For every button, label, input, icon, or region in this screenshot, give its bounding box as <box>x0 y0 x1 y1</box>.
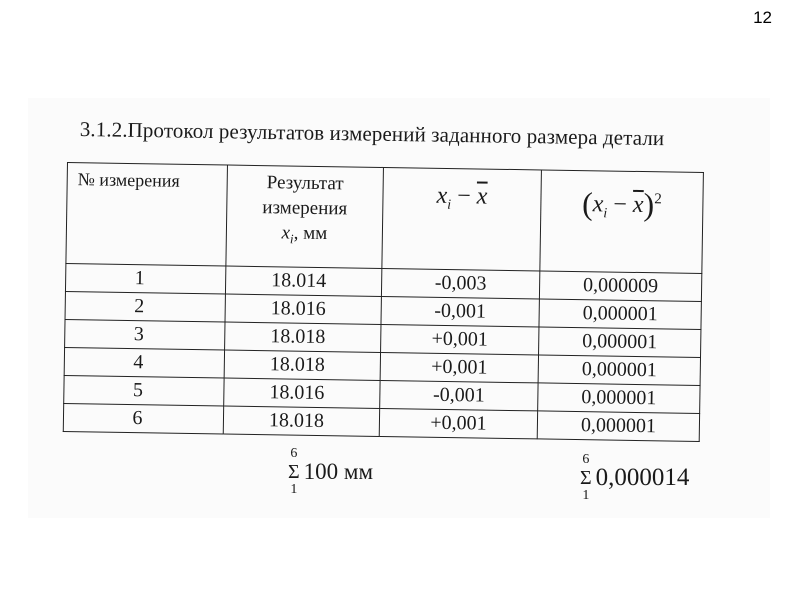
row-squared-deviation: 0,000001 <box>538 383 700 414</box>
sum-lower-limit: 1 <box>290 482 298 497</box>
sum-lower-limit: 1 <box>582 488 590 503</box>
deviation-formula <box>436 182 488 213</box>
header-number-label: № измерения <box>77 169 180 191</box>
row-number: 6 <box>63 403 223 434</box>
measurement-table-container <box>63 162 703 442</box>
left-paren: ( <box>581 185 594 222</box>
sq-mean: $\overline{x}$ <box>632 191 644 219</box>
row-result: 18.018 <box>223 406 379 436</box>
row-result: 18.018 <box>225 322 381 352</box>
page-number: 12 <box>753 8 772 27</box>
measurement-table <box>63 162 704 442</box>
header-result-line2: измерения <box>262 197 348 220</box>
row-deviation: -0,001 <box>381 296 539 326</box>
header-result-line1: Результат <box>266 172 344 195</box>
row-squared-deviation: 0,000001 <box>538 355 700 386</box>
dev-mean: $\overline{x}$ <box>476 183 488 210</box>
row-squared-deviation: 0,000001 <box>539 299 701 330</box>
sq-x: x <box>592 191 604 218</box>
dev-minus: − <box>450 183 477 210</box>
header-squared-deviation <box>540 170 704 274</box>
row-deviation: +0,001 <box>380 352 538 382</box>
row-result: 18.018 <box>224 350 380 380</box>
right-paren: ) <box>643 186 655 223</box>
sum-of-squares-value: 0,000014 <box>595 464 690 491</box>
sum-upper-limit: 6 <box>582 452 590 467</box>
row-number: 1 <box>65 263 225 294</box>
sum-of-results-sigma <box>288 446 300 498</box>
header-deviation <box>382 167 542 270</box>
header-measurement-number <box>66 163 228 267</box>
row-deviation: -0,001 <box>380 380 538 410</box>
sq-sub: i <box>603 206 608 222</box>
header-result-unit: , мм <box>293 222 328 245</box>
protocol-heading: 3.1.2.Протокол результатов измерений заданного размера детали <box>79 117 665 151</box>
dev-x: x <box>436 182 448 209</box>
sum-of-results <box>288 446 373 498</box>
header-result-var: x <box>281 222 291 244</box>
row-squared-deviation: 0,000001 <box>537 411 699 442</box>
row-squared-deviation: 0,000009 <box>539 271 701 302</box>
sum-upper-limit: 6 <box>290 446 298 461</box>
sq-minus: − <box>607 191 634 218</box>
row-number: 5 <box>64 375 224 406</box>
row-number: 3 <box>65 319 225 350</box>
table-header-row <box>66 163 704 274</box>
sum-of-squared-deviations <box>580 452 689 504</box>
sum-of-squares-sigma <box>580 452 592 504</box>
row-deviation: -0,003 <box>381 268 539 298</box>
sigma-symbol: Σ <box>288 461 300 483</box>
row-deviation: +0,001 <box>379 408 537 438</box>
row-result: 18.014 <box>225 266 381 296</box>
row-result: 18.016 <box>225 294 381 324</box>
row-number: 2 <box>65 291 225 322</box>
sq-power: 2 <box>654 191 662 208</box>
header-result-sub: i <box>289 231 294 247</box>
squared-deviation-formula <box>581 185 662 223</box>
sum-of-results-value: 100 мм <box>303 459 373 484</box>
row-squared-deviation: 0,000001 <box>539 327 701 358</box>
header-measurement-result <box>226 165 384 268</box>
row-result: 18.016 <box>224 378 380 408</box>
row-deviation: +0,001 <box>381 324 539 354</box>
header-result-line3 <box>227 220 382 253</box>
row-number: 4 <box>64 347 224 378</box>
sigma-symbol: Σ <box>580 467 592 489</box>
dev-sub: i <box>447 197 452 213</box>
